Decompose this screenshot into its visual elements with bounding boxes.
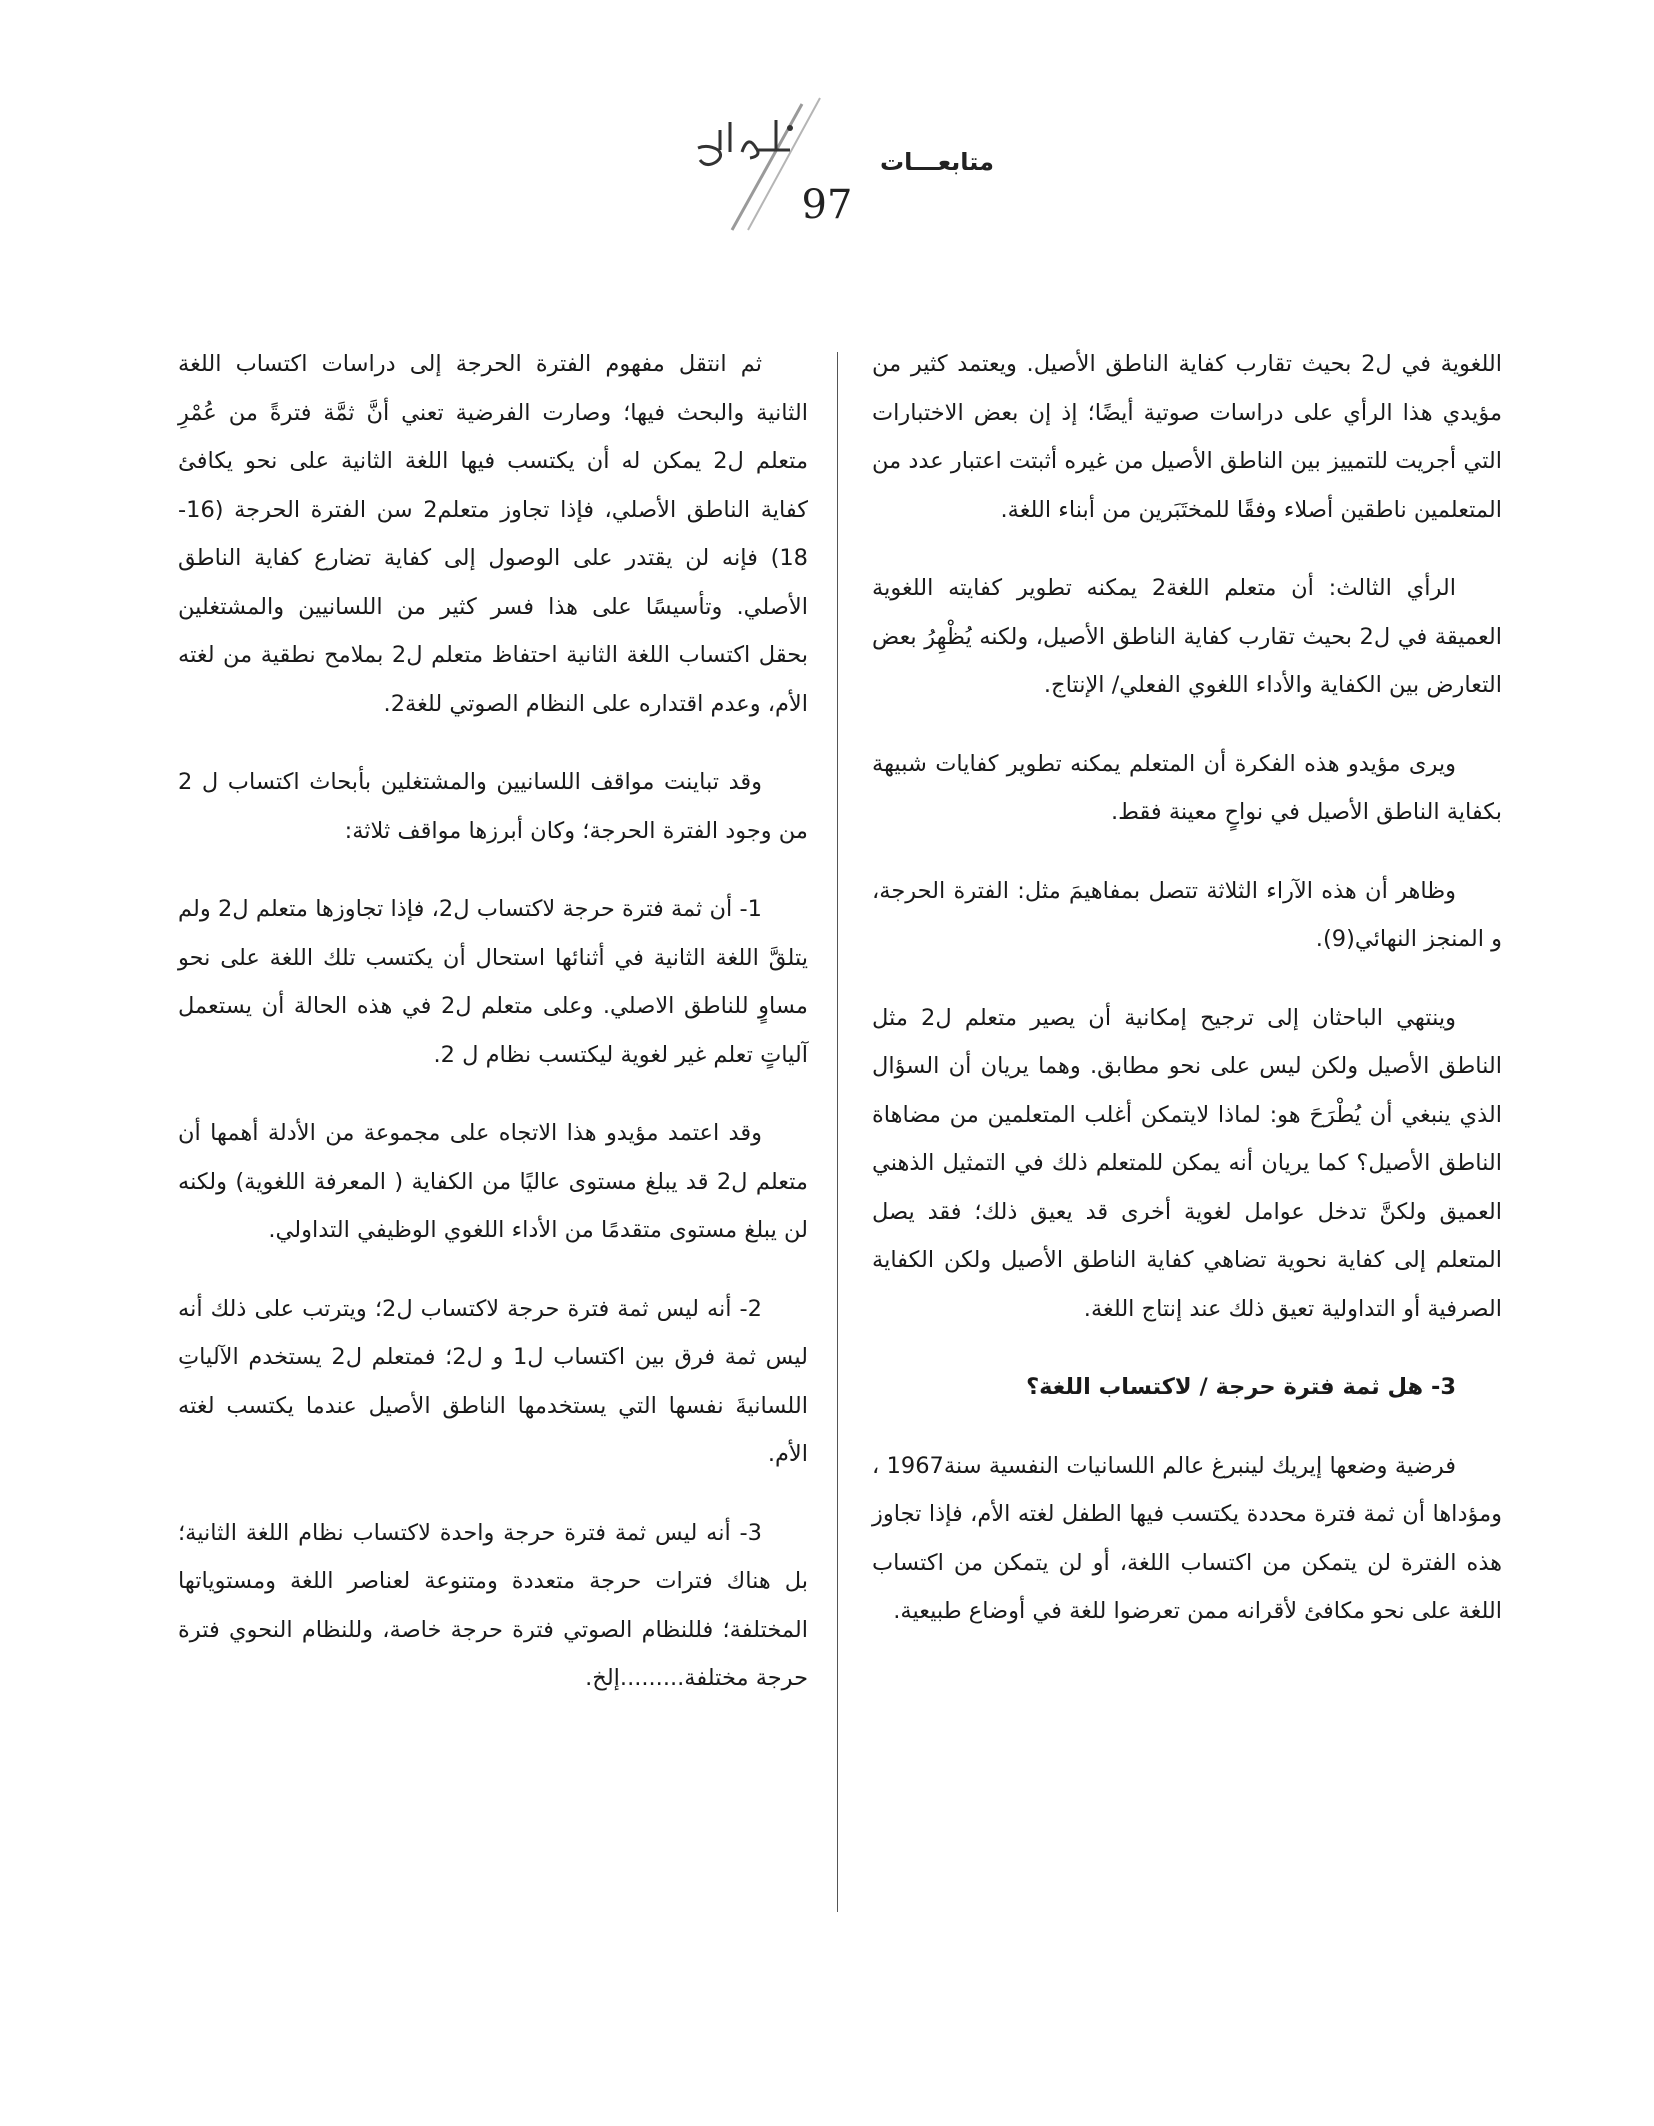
paragraph: ثم انتقل مفهوم الفترة الحرجة إلى دراسات اكتساب اللغة الثانية والبحث فيها؛ وصارت الفرضية تعني أنَّ ثمَّة فترةً من عُمْرِ متعلم ل2 يمكن له أن يكتسب فيها اللغة الثانية على نحو يكافئ كفاية الناطق الأصلي، فإذا تجاوز متعلم2 سن الفترة الحرجة (16-18) فإنه لن يقتدر على الوصول إلى كفاية تضارع كفاية الناطق الأصلي. وتأسيسًا على هذا فسر كثير من اللسانيين والمشتغلين بحقل اكتساب اللغة الثانية احتفاظ متعلم ل2 بملامح نطقية من لغته الأم، وعدم اقتداره على النظام الصوتي للغة2. [178,351,808,717]
paragraph: وينتهي الباحثان إلى ترجيح إمكانية أن يصير متعلم ل2 مثل الناطق الأصيل ولكن ليس على نحو مطابق. وهما يريان أن السؤال الذي ينبغي أن يُطْرَحَ هو: لماذا لايتمكن أغلب المتعلمين من مضاهاة الناطق الأصيل؟ كما يريان أنه يمكن للمتعلم ذلك في التمثيل الذهني العميق ولكنَّ تدخل عوامل لغوية أخرى قد يعيق ذلك؛ فقد يصل المتعلم إلى كفاية نحوية تضاهي كفاية الناطق الأصيل ولكن الكفاية الصرفية أو التداولية تعيق ذلك عند إنتاج اللغة. [872,1004,1502,1322]
right-column [872,340,1502,1666]
column-divider [837,352,838,1912]
paragraph: ويرى مؤيدو هذه الفكرة أن المتعلم يمكنه تطوير كفايات شبيهة بكفاية الناطق الأصيل في نواحٍ معينة فقط. [872,750,1502,825]
paragraph: وقد اعتمد مؤيدو هذا الاتجاه على مجموعة من الأدلة أهمها أن متعلم ل2 قد يبلغ مستوى عاليًا من الكفاية ( المعرفة اللغوية) ولكنه لن يبلغ مستوى متقدمًا من الأداء اللغوي الوظيفي التداولي. [178,1120,808,1243]
paragraph: الرأي الثالث: أن متعلم اللغة2 يمكنه تطوير كفايته اللغوية العميقة في ل2 بحيث تقارب كفاية الناطق الأصيل، ولكنه يُظْهِرُ بعض التعارض بين الكفاية والأداء اللغوي الفعلي/ الإنتاج. [872,575,1502,698]
list-item-1: 1- أن ثمة فترة حرجة لاكتساب ل2، فإذا تجاوزها متعلم ل2 ولم يتلقَّ اللغة الثانية في أثنائها استحال أن يكتسب تلك اللغة على نحو مساوٍ للناطق الاصلي. وعلى متعلم ل2 في هذه الحالة أن يستعمل آلياتٍ تعلم غير لغوية ليكتسب نظام ل 2. [178,896,808,1068]
page-header [0,0,1654,260]
paragraph: فرضية وضعها إيريك لينبرغ عالم اللسانيات النفسية سنة1967 ، ومؤداها أن ثمة فترة محددة يكتسب فيها الطفل لغته الأم، فإذا تجاوز هذه الفترة لن يتمكن من اكتساب اللغة، أو لن يتمكن من اكتساب اللغة على نحو مكافئ لأقرانه ممن تعرضوا للغة في أوضاع طبيعية. [872,1452,1502,1624]
section-label: متابعـــات [880,148,994,176]
paragraph: وظاهر أن هذه الآراء الثلاثة تتصل بمفاهيمَ مثل: الفترة الحرجة، و المنجز النهائي(9). [872,877,1502,952]
page-number: 97 [801,182,853,228]
section-heading: 3- هل ثمة فترة حرجة / لاكتساب اللغة؟ [1026,1374,1456,1400]
paragraph: اللغوية في ل2 بحيث تقارب كفاية الناطق الأصيل. ويعتمد كثير من مؤيدي هذا الرأي على دراسات صوتية أيضًا؛ إذ إن بعض الاختبارات التي أجريت للتمييز بين الناطق الأصيل من غيره أثبتت اعتبار عدد من المتعلمين ناطقين أصلاء وفقًا للمختَبَرين من أبناء اللغة. [872,351,1502,523]
paragraph: وقد تباينت مواقف اللسانيين والمشتغلين بأبحاث اكتساب ل 2 من وجود الفترة الحرجة؛ وكان أبرزها مواقف ثلاثة: [178,769,808,844]
list-item-2: 2- أنه ليس ثمة فترة حرجة لاكتساب ل2؛ ويترتب على ذلك أنه ليس ثمة فرق بين اكتساب ل1 و ل2؛ فمتعلم ل2 يستخدم الآلياتِ اللسانيةَ نفسها التي يستخدمها الناطق الأصيل عندما يكتسب لغته الأم. [178,1295,808,1467]
list-item-3: 3- أنه ليس ثمة فترة حرجة واحدة لاكتساب نظام اللغة الثانية؛ بل هناك فترات حرجة متعددة ومتنوعة لعناصر اللغة ومستوياتها المختلفة؛ فللنظام الصوتي فترة حرجة خاصة، وللنظام النحوي فترة حرجة مختلفة.........إلخ. [178,1519,808,1691]
left-column [178,340,808,1733]
